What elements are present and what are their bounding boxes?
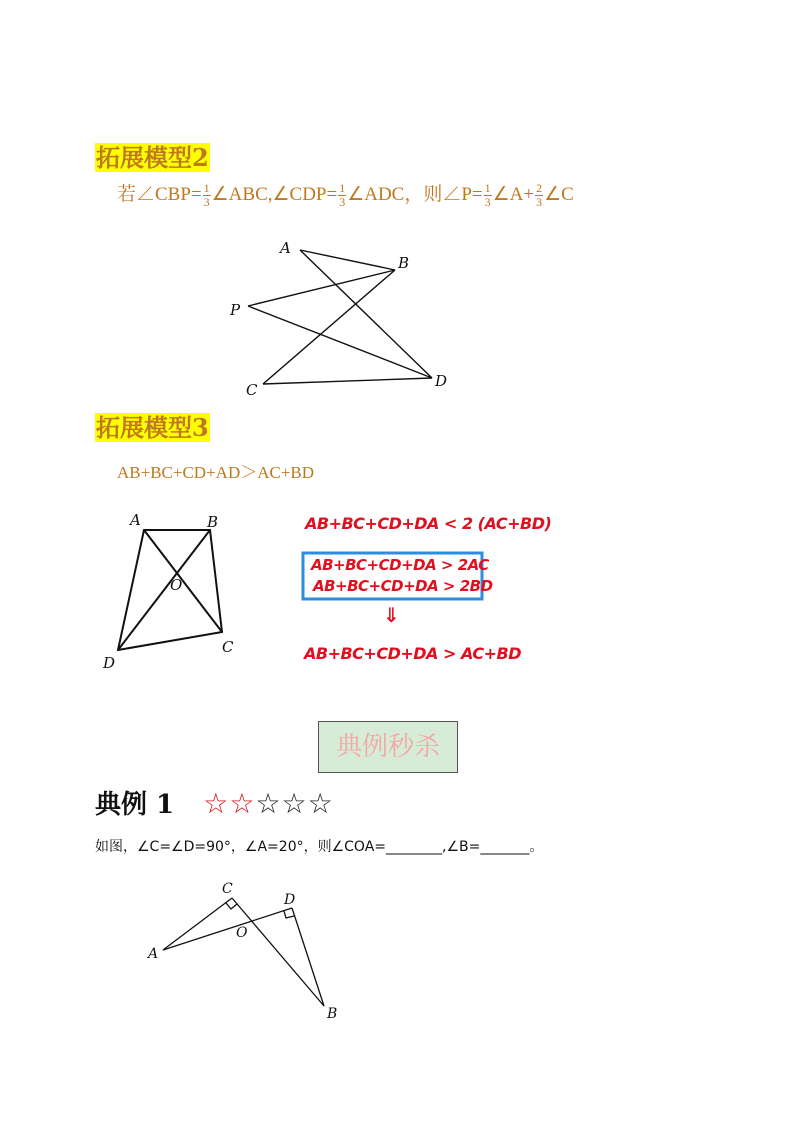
example1-question: 如图，∠C=∠D=90°，∠A=20°，则∠COA=________,∠B=_______。: [95, 839, 544, 855]
fraction-3: $\frac{1}{3}$: [484, 181, 491, 210]
label-A: A: [280, 239, 291, 257]
segment-BC: [263, 270, 395, 384]
cond-part-a: 若∠CBP=: [117, 184, 202, 205]
down-arrow-icon: ⇓: [383, 603, 400, 627]
label-P: P: [230, 301, 241, 319]
segment-AB: [300, 250, 395, 270]
seckill-banner: 典例秒杀: [318, 721, 458, 773]
label-C: C: [222, 881, 233, 897]
segment-PB: [248, 270, 395, 306]
cond-part-d: ∠A+: [492, 184, 535, 205]
difficulty-stars: [203, 787, 334, 820]
cond-part-b: ∠ABC,∠CDP=: [211, 184, 338, 205]
segment-AC: [163, 898, 232, 950]
cond-part-e: ∠C: [544, 184, 574, 205]
model2-heading-text: 拓展模型2: [96, 143, 209, 172]
label-C: C: [246, 381, 258, 399]
segment-CD: [263, 378, 432, 384]
fraction-4: $\frac{2}{3}$: [536, 181, 543, 210]
example1-labels: [146, 881, 337, 1022]
segment-BC: [210, 530, 222, 632]
segment-DB: [292, 908, 324, 1006]
handwritten-note-3: AB+BC+CD+DA > 2BD: [313, 577, 493, 595]
model3-heading: [95, 413, 210, 443]
label-B: B: [207, 513, 219, 531]
label-O: O: [170, 576, 183, 594]
label-C: C: [222, 638, 234, 656]
model3-labels: [102, 511, 234, 672]
handwritten-note-4: AB+BC+CD+DA > AC+BD: [304, 644, 521, 663]
fraction-1: $\frac{1}{3}$: [203, 181, 210, 210]
model3-heading-text: 拓展模型3: [96, 413, 209, 442]
example1-header: [95, 786, 334, 826]
star-filled-icon: ☆☆: [203, 787, 256, 820]
model3-statement: AB+BC+CD+AD＞AC+BD: [117, 463, 315, 482]
label-O: O: [236, 925, 248, 941]
label-A: A: [130, 511, 141, 529]
label-D: D: [103, 654, 116, 672]
label-D: D: [435, 372, 448, 390]
star-empty-icon: ☆☆☆: [255, 787, 334, 820]
right-angle-C: [226, 903, 237, 909]
segment-DC: [118, 632, 222, 650]
label-A: A: [148, 946, 159, 962]
segment-AC: [144, 530, 222, 632]
example1-diagram: [163, 898, 324, 1006]
segment-AD: [300, 250, 432, 378]
handwritten-note-1: AB+BC+CD+DA < 2 (AC+BD): [305, 514, 552, 533]
example1-title: 典例 1: [95, 790, 175, 820]
segment-CB: [232, 898, 324, 1006]
handwritten-note-2: AB+BC+CD+DA > 2AC: [311, 556, 489, 574]
label-B: B: [398, 254, 410, 272]
label-B: B: [327, 1006, 338, 1022]
right-angle-D: [284, 911, 294, 918]
label-D: D: [284, 892, 296, 908]
segment-AD: [163, 908, 292, 950]
cond-part-c: ∠ADC，则∠P=: [347, 184, 483, 205]
fraction-2: $\frac{1}{3}$: [339, 181, 346, 210]
